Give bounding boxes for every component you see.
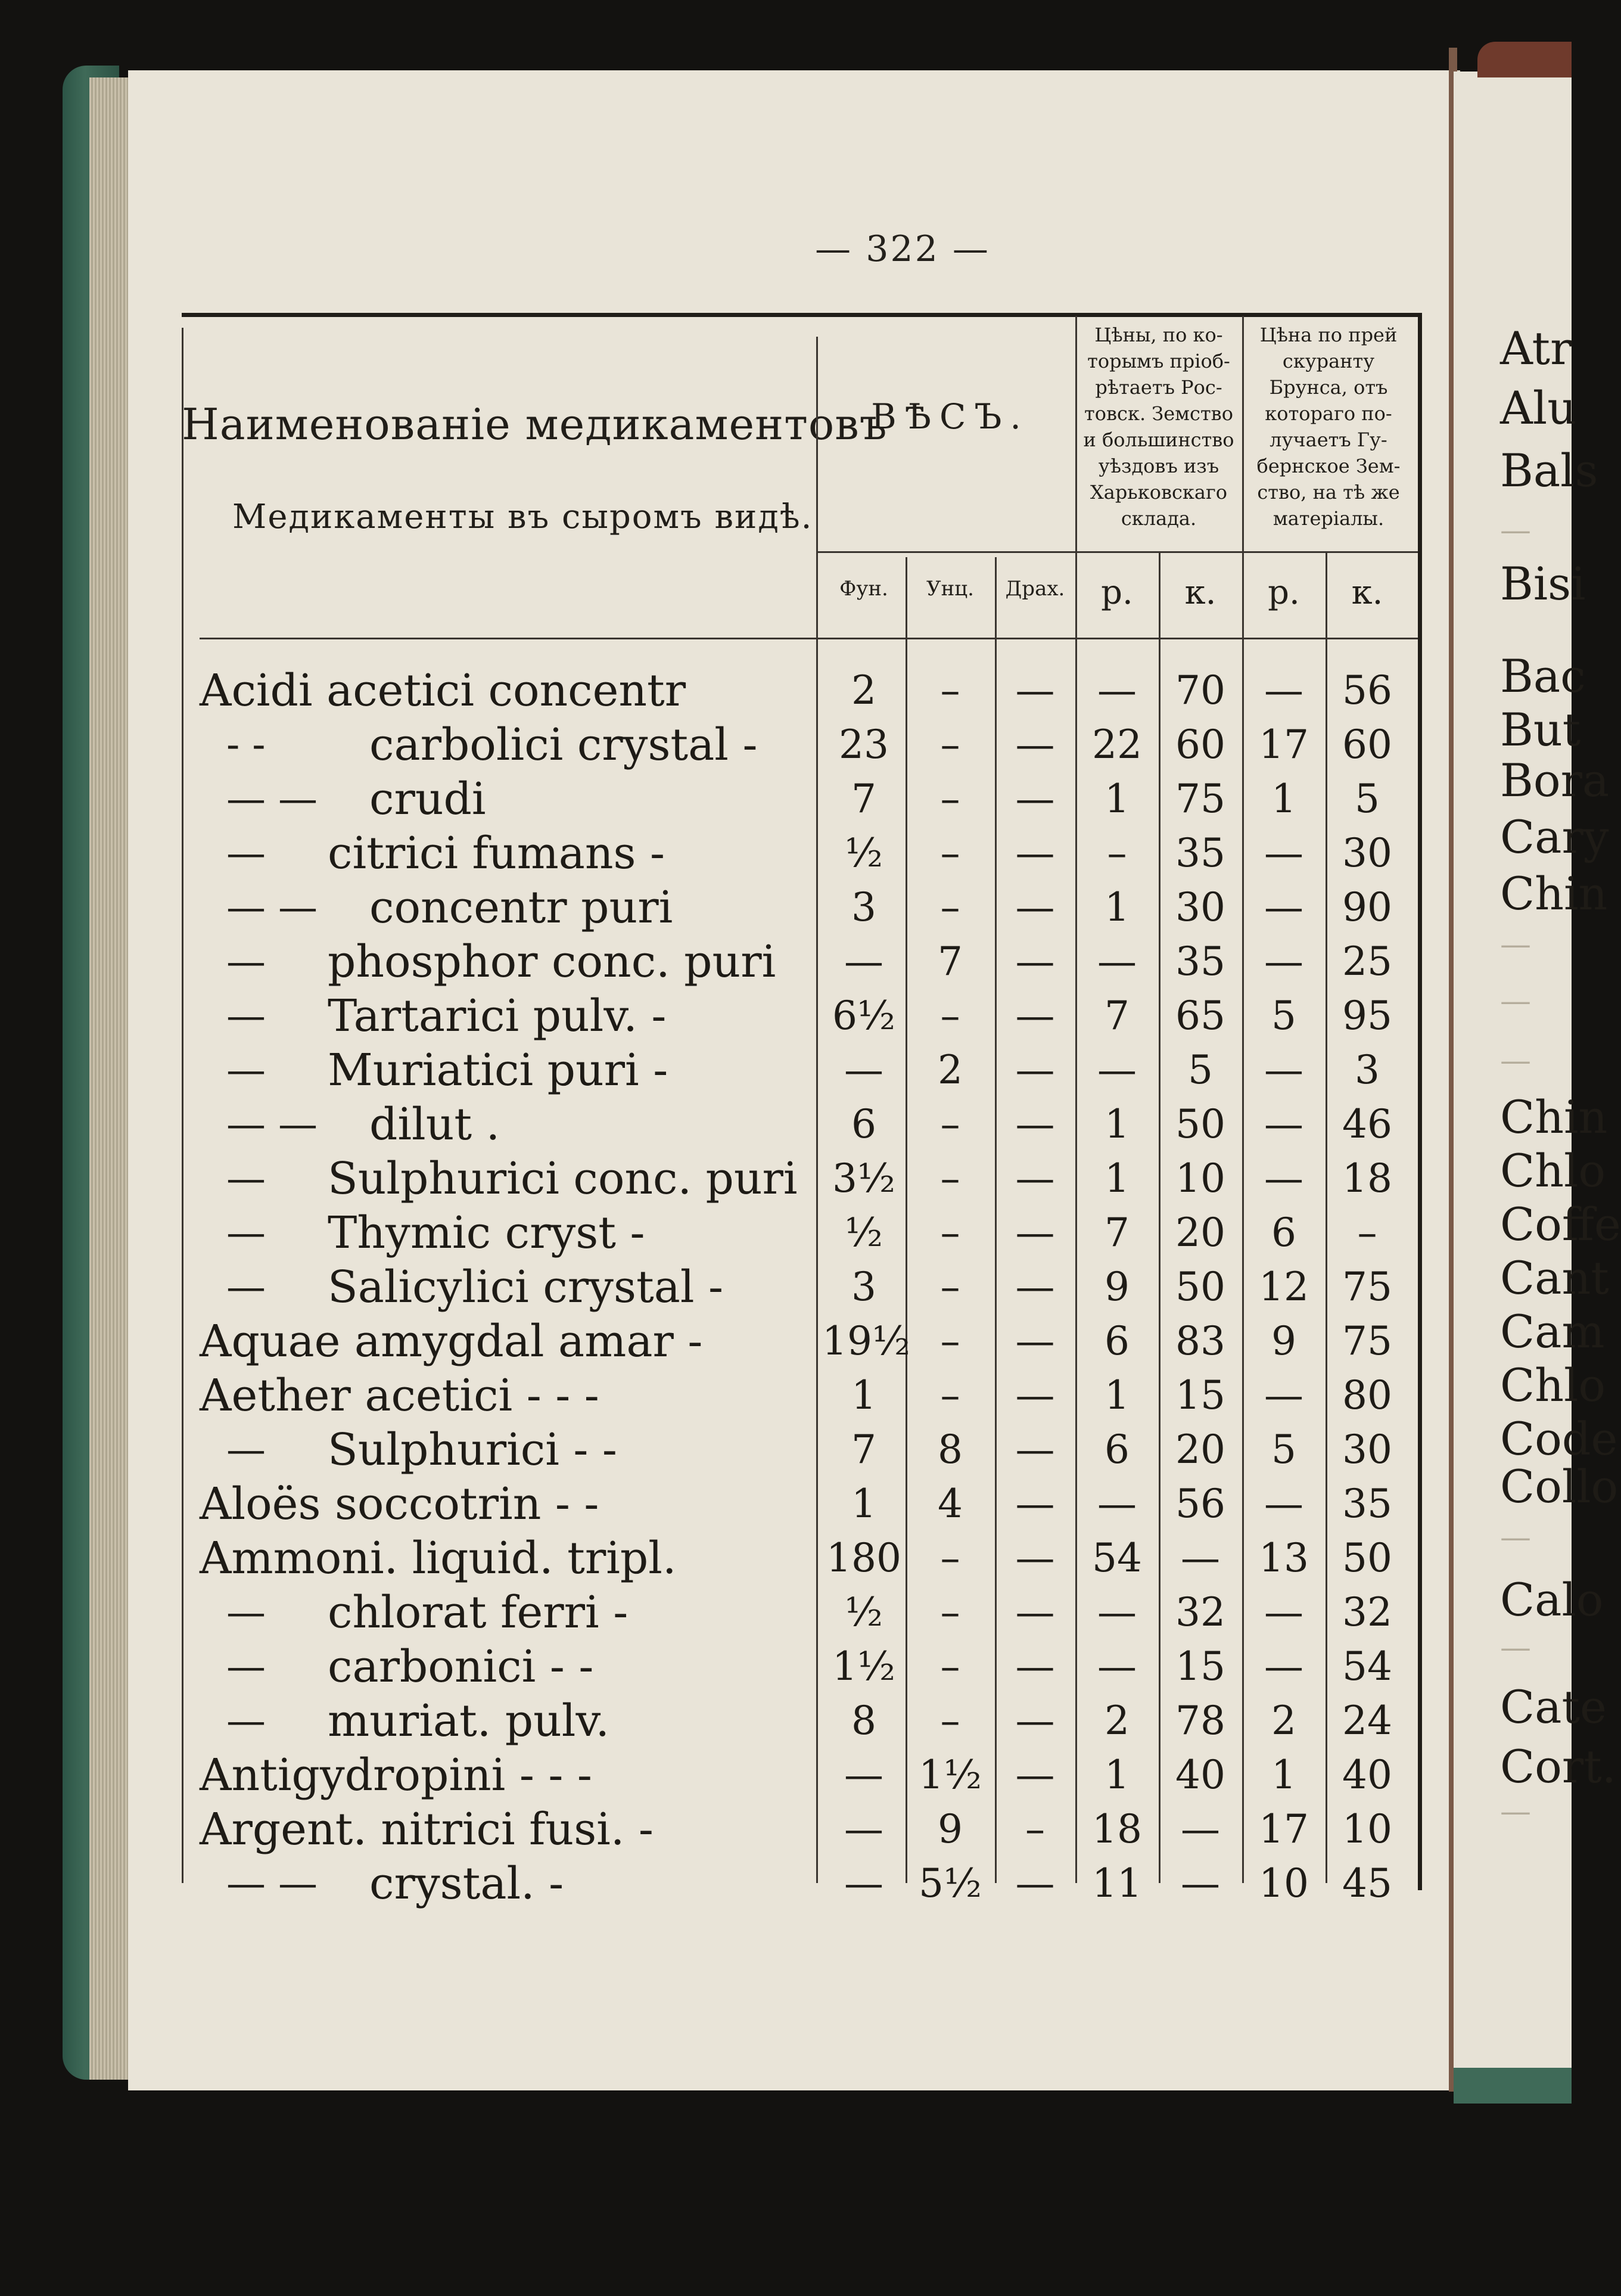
row-value-r1: 54 bbox=[1092, 1535, 1142, 1581]
unit-kop-1: к. bbox=[1184, 573, 1216, 612]
row-value-fun: 1 bbox=[851, 1372, 876, 1418]
row-value-r2: 1 bbox=[1271, 776, 1296, 822]
row-value-fun: 6½ bbox=[832, 993, 895, 1039]
row-value-drakh: — bbox=[1015, 1101, 1055, 1147]
table-row bbox=[0, 1586, 1454, 1639]
unit-drakh: Драх. bbox=[1005, 577, 1065, 601]
row-value-k1: 35 bbox=[1175, 939, 1225, 984]
table-row bbox=[0, 773, 1454, 825]
row-value-drakh: — bbox=[1015, 1535, 1055, 1581]
row-medicine-name: muriat. pulv. bbox=[328, 1695, 610, 1747]
table-row bbox=[0, 1369, 1454, 1422]
row-value-k1: 15 bbox=[1175, 1643, 1225, 1689]
row-medicine-name: Tartarici pulv. - bbox=[328, 990, 667, 1042]
row-value-r1: — bbox=[1097, 1481, 1137, 1527]
column-header-price-rostov: Цѣны, по ко- торымъ пріоб- рѣтаетъ Рос- товск. Земство и большинство уѣздовъ изъ Харьковскаго склада. bbox=[1083, 324, 1234, 530]
row-value-unc: 9 bbox=[938, 1806, 963, 1852]
header-rule-bottom bbox=[200, 638, 1418, 639]
row-value-r1: 2 bbox=[1104, 1698, 1130, 1744]
row-value-fun: 1½ bbox=[832, 1643, 895, 1689]
row-value-unc: – bbox=[940, 1643, 960, 1689]
row-value-k1: 5 bbox=[1188, 1047, 1213, 1093]
row-value-r1: 7 bbox=[1104, 1210, 1130, 1256]
row-value-unc: 4 bbox=[938, 1481, 963, 1527]
row-value-k1: 40 bbox=[1175, 1752, 1225, 1798]
row-value-k2: 50 bbox=[1342, 1535, 1392, 1581]
table-row bbox=[0, 1695, 1454, 1747]
row-value-fun: 19½ bbox=[822, 1318, 910, 1364]
row-medicine-name: Antigydropini - - - bbox=[200, 1750, 592, 1801]
row-value-k2: 30 bbox=[1342, 1427, 1392, 1472]
row-value-drakh: — bbox=[1015, 1481, 1055, 1527]
row-ditto-mark: - - bbox=[226, 722, 266, 768]
table-row bbox=[0, 1803, 1454, 1856]
next-page-fragment: Calo bbox=[1500, 1573, 1604, 1626]
row-value-drakh: — bbox=[1015, 1752, 1055, 1798]
row-value-k2: 32 bbox=[1342, 1589, 1392, 1635]
next-page-fragment: Alu bbox=[1500, 381, 1577, 434]
row-value-k1: 75 bbox=[1175, 776, 1225, 822]
row-value-r1: 1 bbox=[1104, 1372, 1130, 1418]
row-value-k1: 10 bbox=[1175, 1155, 1225, 1201]
row-value-unc: – bbox=[940, 776, 960, 822]
row-value-r2: 9 bbox=[1271, 1318, 1296, 1364]
row-value-unc: – bbox=[940, 830, 960, 876]
row-value-r1: – bbox=[1107, 830, 1127, 876]
unit-rub-1: р. bbox=[1101, 573, 1133, 612]
row-value-drakh: — bbox=[1015, 722, 1055, 768]
unit-fun: Фун. bbox=[839, 577, 888, 601]
next-page-fragment: Bac bbox=[1500, 650, 1586, 703]
row-value-k2: 25 bbox=[1342, 939, 1392, 984]
row-value-unc: – bbox=[940, 1372, 960, 1418]
row-value-unc: 8 bbox=[938, 1427, 963, 1472]
row-value-r2: — bbox=[1264, 830, 1303, 876]
next-page-fragment: Code bbox=[1500, 1412, 1618, 1465]
row-value-fun: 7 bbox=[851, 1427, 876, 1472]
row-value-k2: 3 bbox=[1355, 1047, 1380, 1093]
row-value-unc: – bbox=[940, 1155, 960, 1201]
row-value-r1: — bbox=[1097, 1047, 1137, 1093]
next-page-fragment: — bbox=[1500, 927, 1531, 962]
row-value-r2: — bbox=[1264, 1643, 1303, 1689]
row-value-k1: 20 bbox=[1175, 1210, 1225, 1256]
row-ditto-mark: — — bbox=[226, 1860, 318, 1906]
row-value-k2: 56 bbox=[1342, 667, 1392, 713]
table-row bbox=[0, 1261, 1454, 1313]
row-ditto-mark: — bbox=[226, 1589, 266, 1635]
row-ditto-mark: — — bbox=[226, 884, 318, 930]
row-value-fun: 180 bbox=[826, 1535, 901, 1581]
row-value-k2: 35 bbox=[1342, 1481, 1392, 1527]
row-value-k1: — bbox=[1181, 1860, 1220, 1906]
next-page-fragment: — bbox=[1500, 512, 1531, 548]
row-value-r2: 6 bbox=[1271, 1210, 1296, 1256]
page-number: — 322 — bbox=[815, 228, 990, 270]
row-value-r2: 5 bbox=[1271, 1427, 1296, 1472]
row-value-k2: 90 bbox=[1342, 884, 1392, 930]
row-value-unc: – bbox=[940, 884, 960, 930]
row-medicine-name: Aquae amygdal amar - bbox=[200, 1316, 703, 1367]
row-value-drakh: — bbox=[1015, 1318, 1055, 1364]
binding-corner-bottom bbox=[1454, 2068, 1572, 2104]
row-value-k2: 75 bbox=[1342, 1318, 1392, 1364]
row-value-k1: 78 bbox=[1175, 1698, 1225, 1744]
row-value-r1: 9 bbox=[1104, 1264, 1130, 1310]
row-value-fun: 3 bbox=[851, 1264, 876, 1310]
row-value-drakh: — bbox=[1015, 830, 1055, 876]
row-value-drakh: — bbox=[1015, 939, 1055, 984]
row-value-r2: 10 bbox=[1259, 1860, 1309, 1906]
row-value-r2: — bbox=[1264, 1481, 1303, 1527]
next-page-edge bbox=[1454, 72, 1621, 2086]
table-row bbox=[0, 936, 1454, 988]
table-row bbox=[0, 1424, 1454, 1476]
row-medicine-name: Aether acetici - - - bbox=[200, 1370, 599, 1421]
row-ditto-mark: — — bbox=[226, 776, 318, 822]
unit-rub-2: р. bbox=[1268, 573, 1300, 612]
row-value-r1: 1 bbox=[1104, 1101, 1130, 1147]
next-page-fragment: Chin bbox=[1500, 867, 1608, 920]
table-row bbox=[0, 1315, 1454, 1368]
row-value-fun: 23 bbox=[839, 722, 889, 768]
row-value-fun: 1 bbox=[851, 1481, 876, 1527]
row-value-k2: 45 bbox=[1342, 1860, 1392, 1906]
row-value-r1: 18 bbox=[1092, 1806, 1142, 1852]
row-value-k2: 24 bbox=[1342, 1698, 1392, 1744]
table-row bbox=[0, 1207, 1454, 1259]
row-medicine-name: crystal. - bbox=[369, 1858, 564, 1909]
table-row bbox=[0, 664, 1454, 717]
row-medicine-name: dilut . bbox=[369, 1099, 500, 1150]
row-ditto-mark: — bbox=[226, 1643, 266, 1689]
row-value-unc: – bbox=[940, 1589, 960, 1635]
row-value-k2: 75 bbox=[1342, 1264, 1392, 1310]
row-medicine-name: carbolici crystal - bbox=[369, 719, 758, 770]
next-page-fragment: Cant bbox=[1500, 1251, 1609, 1304]
next-page-fragment: — bbox=[1500, 1630, 1531, 1666]
row-value-unc: 5½ bbox=[919, 1860, 982, 1906]
table-row bbox=[0, 719, 1454, 771]
row-value-unc: 7 bbox=[938, 939, 963, 984]
row-value-r2: 17 bbox=[1259, 722, 1309, 768]
header-rule-units bbox=[816, 551, 1418, 553]
row-value-k2: 95 bbox=[1342, 993, 1392, 1039]
row-value-r2: 13 bbox=[1259, 1535, 1309, 1581]
next-page-fragment: Atr bbox=[1500, 322, 1572, 375]
row-value-k1: 56 bbox=[1175, 1481, 1225, 1527]
row-value-k2: 40 bbox=[1342, 1752, 1392, 1798]
row-value-r2: — bbox=[1264, 1101, 1303, 1147]
row-value-unc: – bbox=[940, 1210, 960, 1256]
row-medicine-name: Argent. nitrici fusi. - bbox=[200, 1804, 654, 1855]
row-value-k2: 60 bbox=[1342, 722, 1392, 768]
row-value-k1: 65 bbox=[1175, 993, 1225, 1039]
row-value-fun: ½ bbox=[845, 1210, 883, 1256]
row-value-drakh: — bbox=[1015, 1047, 1055, 1093]
row-value-fun: — bbox=[844, 1860, 883, 1906]
row-value-k2: 10 bbox=[1342, 1806, 1392, 1852]
row-value-k1: 35 bbox=[1175, 830, 1225, 876]
row-value-r1: 7 bbox=[1104, 993, 1130, 1039]
row-value-r2: — bbox=[1264, 939, 1303, 984]
row-value-drakh: — bbox=[1015, 667, 1055, 713]
table-row bbox=[0, 881, 1454, 934]
row-value-drakh: — bbox=[1015, 1643, 1055, 1689]
row-value-drakh: — bbox=[1015, 993, 1055, 1039]
row-value-k1: 70 bbox=[1175, 667, 1225, 713]
table-row bbox=[0, 1098, 1454, 1151]
row-value-k2: 30 bbox=[1342, 830, 1392, 876]
row-ditto-mark: — bbox=[226, 993, 266, 1039]
next-page-fragment: — bbox=[1500, 1043, 1531, 1079]
row-value-k2: 54 bbox=[1342, 1643, 1392, 1689]
row-value-r1: — bbox=[1097, 667, 1137, 713]
next-page-fragment: Chin bbox=[1500, 1090, 1608, 1144]
row-value-unc: – bbox=[940, 1698, 960, 1744]
row-value-drakh: — bbox=[1015, 1427, 1055, 1472]
row-medicine-name: citrici fumans - bbox=[328, 828, 665, 879]
row-ditto-mark: — bbox=[226, 1155, 266, 1201]
row-value-r1: — bbox=[1097, 939, 1137, 984]
next-page-fragment: Cate bbox=[1500, 1680, 1607, 1733]
next-page-fragment: Bora bbox=[1500, 754, 1610, 807]
row-value-k1: 15 bbox=[1175, 1372, 1225, 1418]
row-value-fun: ½ bbox=[845, 830, 883, 876]
table-row bbox=[0, 1044, 1454, 1096]
row-value-r1: 1 bbox=[1104, 776, 1130, 822]
row-value-unc: – bbox=[940, 667, 960, 713]
row-value-fun: — bbox=[844, 1752, 883, 1798]
row-medicine-name: Ammoni. liquid. tripl. bbox=[200, 1533, 677, 1584]
row-value-unc: 1½ bbox=[919, 1752, 982, 1798]
table-row bbox=[0, 1478, 1454, 1530]
row-value-fun: — bbox=[844, 939, 883, 984]
row-value-k1: 30 bbox=[1175, 884, 1225, 930]
row-ditto-mark: — bbox=[226, 1698, 266, 1744]
row-value-fun: ½ bbox=[845, 1589, 883, 1635]
row-value-r1: 6 bbox=[1104, 1318, 1130, 1364]
row-value-r2: — bbox=[1264, 1155, 1303, 1201]
unit-kop-2: к. bbox=[1351, 573, 1383, 612]
row-medicine-name: Salicylici crystal - bbox=[328, 1262, 724, 1313]
next-page-fragment: But bbox=[1500, 703, 1581, 756]
table-row bbox=[0, 1857, 1454, 1910]
row-value-r2: — bbox=[1264, 667, 1303, 713]
row-value-r1: 6 bbox=[1104, 1427, 1130, 1472]
row-value-drakh: — bbox=[1015, 1264, 1055, 1310]
row-value-r2: — bbox=[1264, 1372, 1303, 1418]
row-value-unc: – bbox=[940, 1264, 960, 1310]
row-ditto-mark: — bbox=[226, 1210, 266, 1256]
row-value-k1: — bbox=[1181, 1535, 1220, 1581]
row-value-fun: — bbox=[844, 1806, 883, 1852]
row-value-k1: — bbox=[1181, 1806, 1220, 1852]
row-value-k1: 83 bbox=[1175, 1318, 1225, 1364]
row-value-k2: 18 bbox=[1342, 1155, 1392, 1201]
row-medicine-name: Muriatici puri - bbox=[328, 1045, 668, 1096]
row-value-r1: — bbox=[1097, 1589, 1137, 1635]
row-value-r2: — bbox=[1264, 1589, 1303, 1635]
row-value-fun: 2 bbox=[851, 667, 876, 713]
row-value-k1: 50 bbox=[1175, 1101, 1225, 1147]
row-ditto-mark: — bbox=[226, 1427, 266, 1472]
column-header-weight: ВѢСЪ. bbox=[871, 396, 1029, 437]
row-ditto-mark: — — bbox=[226, 1101, 318, 1147]
row-medicine-name: Sulphurici - - bbox=[328, 1424, 617, 1475]
next-page-fragment: Collo bbox=[1500, 1460, 1619, 1513]
row-medicine-name: phosphor conc. puri bbox=[328, 936, 776, 987]
row-medicine-name: concentr puri bbox=[369, 882, 673, 933]
row-value-drakh: — bbox=[1015, 1698, 1055, 1744]
next-page-fragment: Cort. bbox=[1500, 1740, 1616, 1793]
row-value-r2: 12 bbox=[1259, 1264, 1309, 1310]
row-value-drakh: – bbox=[1025, 1806, 1045, 1852]
next-page-fragment: — bbox=[1500, 1794, 1531, 1829]
row-value-unc: – bbox=[940, 722, 960, 768]
row-value-drakh: — bbox=[1015, 776, 1055, 822]
next-page-fragment: Bals bbox=[1500, 444, 1598, 497]
row-ditto-mark: — bbox=[226, 830, 266, 876]
row-ditto-mark: — bbox=[226, 1047, 266, 1093]
row-medicine-name: Aloës soccotrin - - bbox=[200, 1478, 599, 1530]
row-value-drakh: — bbox=[1015, 1589, 1055, 1635]
row-value-r1: — bbox=[1097, 1643, 1137, 1689]
row-value-unc: – bbox=[940, 1318, 960, 1364]
table-row bbox=[0, 1749, 1454, 1801]
row-value-k1: 60 bbox=[1175, 722, 1225, 768]
next-page-fragment: Coffe bbox=[1500, 1198, 1621, 1251]
row-value-unc: 2 bbox=[938, 1047, 963, 1093]
row-value-fun: — bbox=[844, 1047, 883, 1093]
row-value-fun: 8 bbox=[851, 1698, 876, 1744]
next-page-fragment: Cary bbox=[1500, 810, 1609, 863]
row-medicine-name: chlorat ferri - bbox=[328, 1587, 629, 1638]
row-value-r2: 17 bbox=[1259, 1806, 1309, 1852]
row-value-r1: 1 bbox=[1104, 1752, 1130, 1798]
row-value-r1: 22 bbox=[1092, 722, 1142, 768]
row-value-r2: 5 bbox=[1271, 993, 1296, 1039]
row-value-k1: 20 bbox=[1175, 1427, 1225, 1472]
row-value-r2: — bbox=[1264, 1047, 1303, 1093]
row-value-r2: 2 bbox=[1271, 1698, 1296, 1744]
row-value-drakh: — bbox=[1015, 884, 1055, 930]
next-page-fragment: Cam bbox=[1500, 1305, 1605, 1358]
row-value-unc: – bbox=[940, 1101, 960, 1147]
row-ditto-mark: — bbox=[226, 1264, 266, 1310]
table-row bbox=[0, 1152, 1454, 1205]
row-value-k2: 80 bbox=[1342, 1372, 1392, 1418]
row-value-k1: 32 bbox=[1175, 1589, 1225, 1635]
row-ditto-mark: — bbox=[226, 939, 266, 984]
row-value-unc: – bbox=[940, 993, 960, 1039]
row-value-k2: 5 bbox=[1355, 776, 1380, 822]
row-medicine-name: crudi bbox=[369, 773, 486, 825]
table-row bbox=[0, 990, 1454, 1042]
column-header-name: Наименованіе медикаментовъ bbox=[182, 399, 888, 449]
row-medicine-name: Acidi acetici concentr bbox=[200, 665, 686, 716]
row-medicine-name: carbonici - - bbox=[328, 1641, 594, 1692]
row-value-drakh: — bbox=[1015, 1860, 1055, 1906]
row-value-drakh: — bbox=[1015, 1210, 1055, 1256]
table-subheading: Медикаменты въ сыромъ видѣ. bbox=[232, 498, 813, 536]
row-value-fun: 3 bbox=[851, 884, 876, 930]
unit-unc: Унц. bbox=[926, 577, 974, 601]
row-value-unc: – bbox=[940, 1535, 960, 1581]
next-page-fragment: Bisi bbox=[1500, 557, 1586, 610]
table-row bbox=[0, 1641, 1454, 1693]
row-value-k1: 50 bbox=[1175, 1264, 1225, 1310]
row-value-fun: 7 bbox=[851, 776, 876, 822]
row-medicine-name: Thymic cryst - bbox=[328, 1207, 645, 1259]
row-value-k2: – bbox=[1357, 1210, 1377, 1256]
next-page-fragment: — bbox=[1500, 1520, 1531, 1555]
row-value-r2: 1 bbox=[1271, 1752, 1296, 1798]
row-value-drakh: — bbox=[1015, 1155, 1055, 1201]
row-value-fun: 3½ bbox=[832, 1155, 895, 1201]
next-page-fragment: — bbox=[1500, 983, 1531, 1019]
row-value-k2: 46 bbox=[1342, 1101, 1392, 1147]
row-value-r2: — bbox=[1264, 884, 1303, 930]
binding-corner bbox=[1477, 42, 1572, 77]
row-value-r1: 1 bbox=[1104, 1155, 1130, 1201]
next-page-fragment: Chlo bbox=[1500, 1359, 1606, 1412]
row-value-r1: 1 bbox=[1104, 884, 1130, 930]
row-value-fun: 6 bbox=[851, 1101, 876, 1147]
next-page-fragment: Chlo bbox=[1500, 1144, 1606, 1197]
column-header-price-bruns: Цѣна по прей скуранту Брунса, отъ котораго по- лучаетъ Гу- бернское Зем- ство, на тѣ же матеріалы. bbox=[1256, 324, 1401, 530]
table-row bbox=[0, 827, 1454, 880]
row-value-drakh: — bbox=[1015, 1372, 1055, 1418]
row-value-r1: 11 bbox=[1092, 1860, 1142, 1906]
row-medicine-name: Sulphurici conc. puri bbox=[328, 1153, 798, 1204]
table-row bbox=[0, 1532, 1454, 1584]
